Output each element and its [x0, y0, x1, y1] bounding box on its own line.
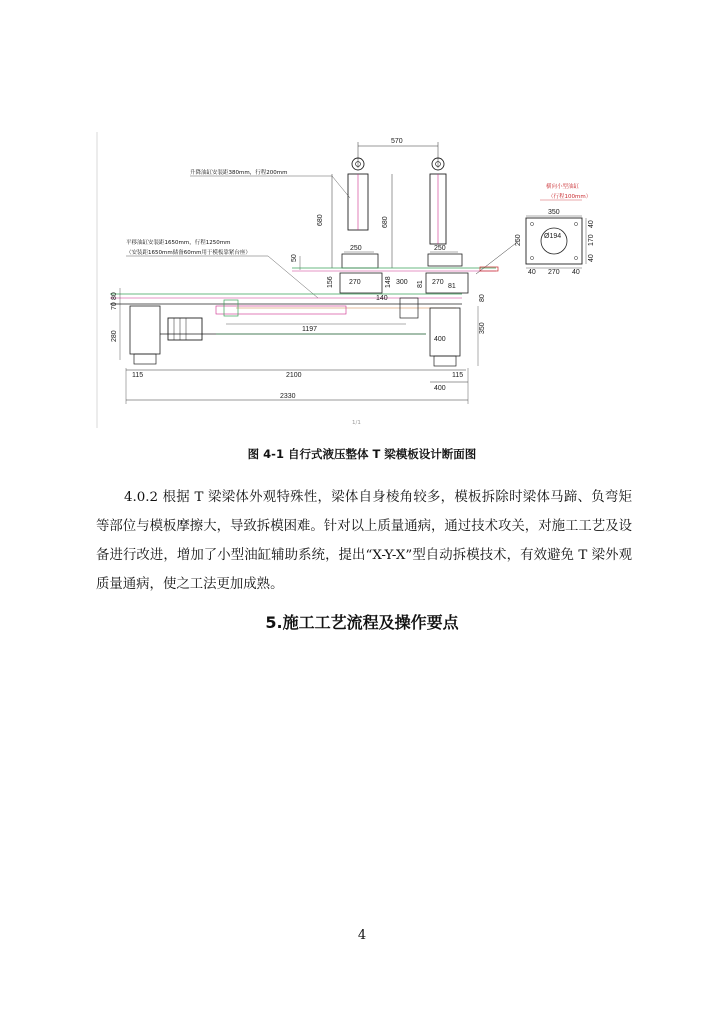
figure-caption: 图 4-1 自行式液压整体 T 梁模板设计断面图: [247, 447, 477, 461]
paragraph-text: 4.0.2 根据 T 梁梁体外观特殊性，梁体自身棱角较多，模板拆除时梁体马蹄、负弯矩等部位与模板摩擦大，导致拆模困难。针对以上质量通病，通过技术攻关，对施工工艺及设备进行改进，增加了小型油缸辅助系统，提出“X-Y-X”型自动拆模技术，有效避免 T 梁外观质量通病，使之工法更加成熟。: [96, 490, 632, 592]
dim-115-left: 115: [132, 372, 144, 379]
dim-680-right: 680: [382, 216, 389, 228]
dim-80-top: 80: [479, 294, 486, 302]
detail-dim-194: Ø194: [544, 233, 562, 240]
detail-dim-40-d: 40: [588, 254, 595, 262]
detail-dim-350: 350: [548, 209, 560, 216]
dim-680-left: 680: [317, 214, 324, 226]
dim-270-right: 270: [432, 279, 444, 286]
dim-115-right: 115: [452, 372, 464, 379]
note-small-cylinder-2: （行程100mm）: [548, 194, 592, 200]
dim-2100: 2100: [286, 372, 302, 379]
dim-50: 50: [291, 254, 298, 262]
detail-dim-170: 170: [588, 234, 595, 246]
t-beam-formwork-section-drawing: [96, 128, 628, 430]
page-mark: 1/1: [352, 420, 361, 426]
dim-280: 280: [111, 330, 118, 342]
page-number: 4: [357, 928, 367, 943]
dim-70: 70: [111, 302, 118, 310]
note-lift-cylinder: 升降油缸安装距380mm，行程200mm: [190, 170, 288, 176]
dim-570: 570: [391, 138, 403, 145]
cylinder-plate-detail: [515, 182, 595, 276]
lifting-cylinder-right: [430, 158, 446, 244]
note-shift-cylinder-2: （安装距1650mm储备60mm用于模板靠紧台座）: [126, 250, 251, 256]
detail-dim-250: 250: [515, 234, 522, 246]
dim-400-lower: 400: [434, 385, 446, 392]
dim-400-upper: 400: [434, 336, 446, 343]
dim-148: 148: [385, 276, 392, 288]
dim-2330: 2330: [280, 393, 296, 400]
dim-81: 81: [417, 280, 424, 288]
dim-156: 156: [327, 276, 334, 288]
dim-1197: 1197: [302, 326, 318, 333]
body-paragraph: [96, 483, 632, 599]
note-shift-cylinder-1: 平移油缸安装距1650mm，行程1250mm: [126, 240, 231, 246]
detail-dim-40-c: 40: [588, 220, 595, 228]
note-small-cylinder-1: 横向小型油缸: [546, 184, 580, 190]
dim-250-right: 250: [434, 245, 446, 252]
detail-dim-40-a: 40: [528, 269, 536, 276]
dim-350: 350: [479, 322, 486, 334]
dim-140: 140: [376, 295, 388, 302]
left-support: [130, 306, 202, 364]
dim-270-left: 270: [349, 279, 361, 286]
dim-250-left: 250: [350, 245, 362, 252]
section-heading: 5.施工工艺流程及操作要点: [265, 613, 459, 632]
lifting-cylinder-left: [348, 158, 368, 230]
dim-81b: 81: [448, 283, 456, 290]
detail-dim-270: 270: [548, 269, 560, 276]
dim-80-left: 80: [111, 292, 118, 300]
dim-300: 300: [396, 279, 408, 286]
detail-dim-40-b: 40: [572, 269, 580, 276]
